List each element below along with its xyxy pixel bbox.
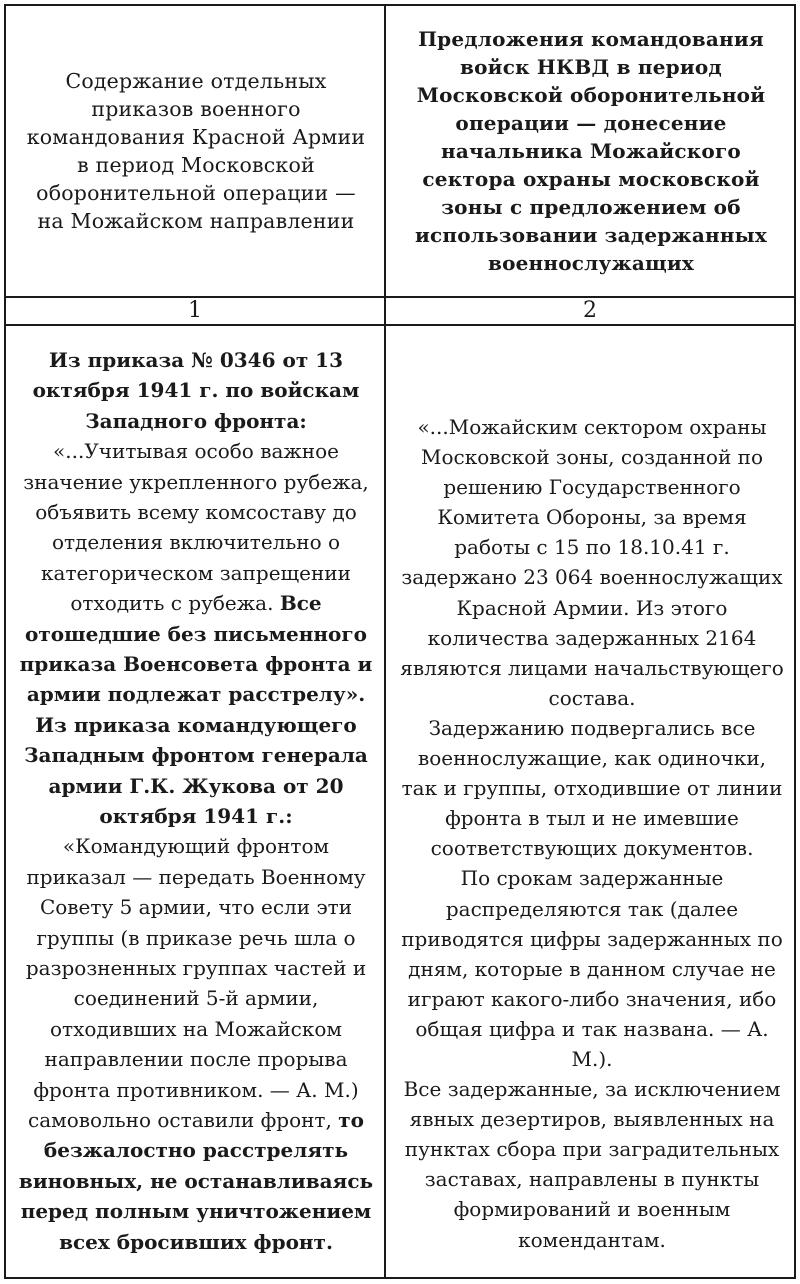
header-right-cell bbox=[398, 6, 784, 296]
zhukov-order-quote: «Командующий фронтом приказал — передать Военному Совету 5 армии, что если эти группы (в приказе речь шла о разрозненных группах частей и соединений 5-й армии, отходивших на Можайском направлении после прорыва фронта противником. — А. М.) самовольно оставили фронт, bbox=[25, 834, 367, 1133]
nkvd-report-paragraph-1: «...Можайским сектором охраны Московской зоны, созданной по решению Государственного Комитета Обороны, за время работы с 15 по 18.10.41 г. задержано 23 064 военнослужащих Красной Армии. Из этого количества задержанных 2164 являются лицами начальствующего состава. bbox=[400, 415, 784, 710]
left-column-text bbox=[16, 345, 376, 1257]
column-number-1-cell bbox=[6, 298, 384, 324]
right-column-text bbox=[398, 412, 786, 1255]
header-left-text: Содержание отдельных приказов военного командования Красной Армии в период Московской оборонительной операции — на Можайском направлении bbox=[26, 69, 366, 233]
header-right-text: Предложения командования войск НКВД в период Московской оборонительной операции — донесение начальника Можайского сектора охраны московской зоны с предложением об использовании задержанных военнослужащих bbox=[414, 27, 768, 275]
zhukov-order-execution-clause: то безжалостно расстрелять виновных, не останавливаясь перед полным уничтожением всех бросивших фронт. bbox=[18, 1108, 374, 1254]
body-right-cell bbox=[398, 326, 786, 1276]
nkvd-report-paragraph-2: Задержанию подвергались все военнослужащие, как одиночки, так и группы, отходившие от линии фронта в тыл и не имевшие соответствующих документов. bbox=[401, 715, 783, 861]
column-number-2-cell bbox=[386, 298, 794, 324]
nkvd-report-paragraph-4: Все задержанные, за исключением явных дезертиров, выявленных на пунктах сбора при заградительных заставах, направлены в пункты формирований и военным комендантам. bbox=[403, 1077, 781, 1252]
order-0346-quote: «...Учитывая особо важное значение укрепленного рубежа, объявить всему комсоставу до отделения включительно о категорическом запрещении отходить с рубежа. bbox=[23, 439, 369, 616]
header-left-cell bbox=[20, 6, 372, 296]
document-table bbox=[4, 4, 796, 1279]
nkvd-report-paragraph-3: По срокам задержанные распределяются так (далее приводятся цифры задержанных по дням, которые в данном случае не играют какого-либо значения, ибо общая цифра и так названа. — А. М.). bbox=[401, 866, 783, 1071]
column-number-2: 2 bbox=[583, 298, 597, 323]
column-number-1: 1 bbox=[188, 298, 202, 323]
body-left-cell bbox=[16, 326, 376, 1276]
column-divider bbox=[384, 6, 386, 1277]
order-0346-execution-clause: Все отошедшие без письменного приказа Военсовета фронта и армии подлежат расстрелу». bbox=[19, 591, 373, 707]
order-0346-heading: Из приказа № 0346 от 13 октября 1941 г. по войскам Западного фронта: bbox=[32, 347, 360, 433]
zhukov-order-heading: Из приказа командующего Западным фронтом генерала армии Г.К. Жукова от 20 октября 1941 г.: bbox=[24, 712, 368, 828]
